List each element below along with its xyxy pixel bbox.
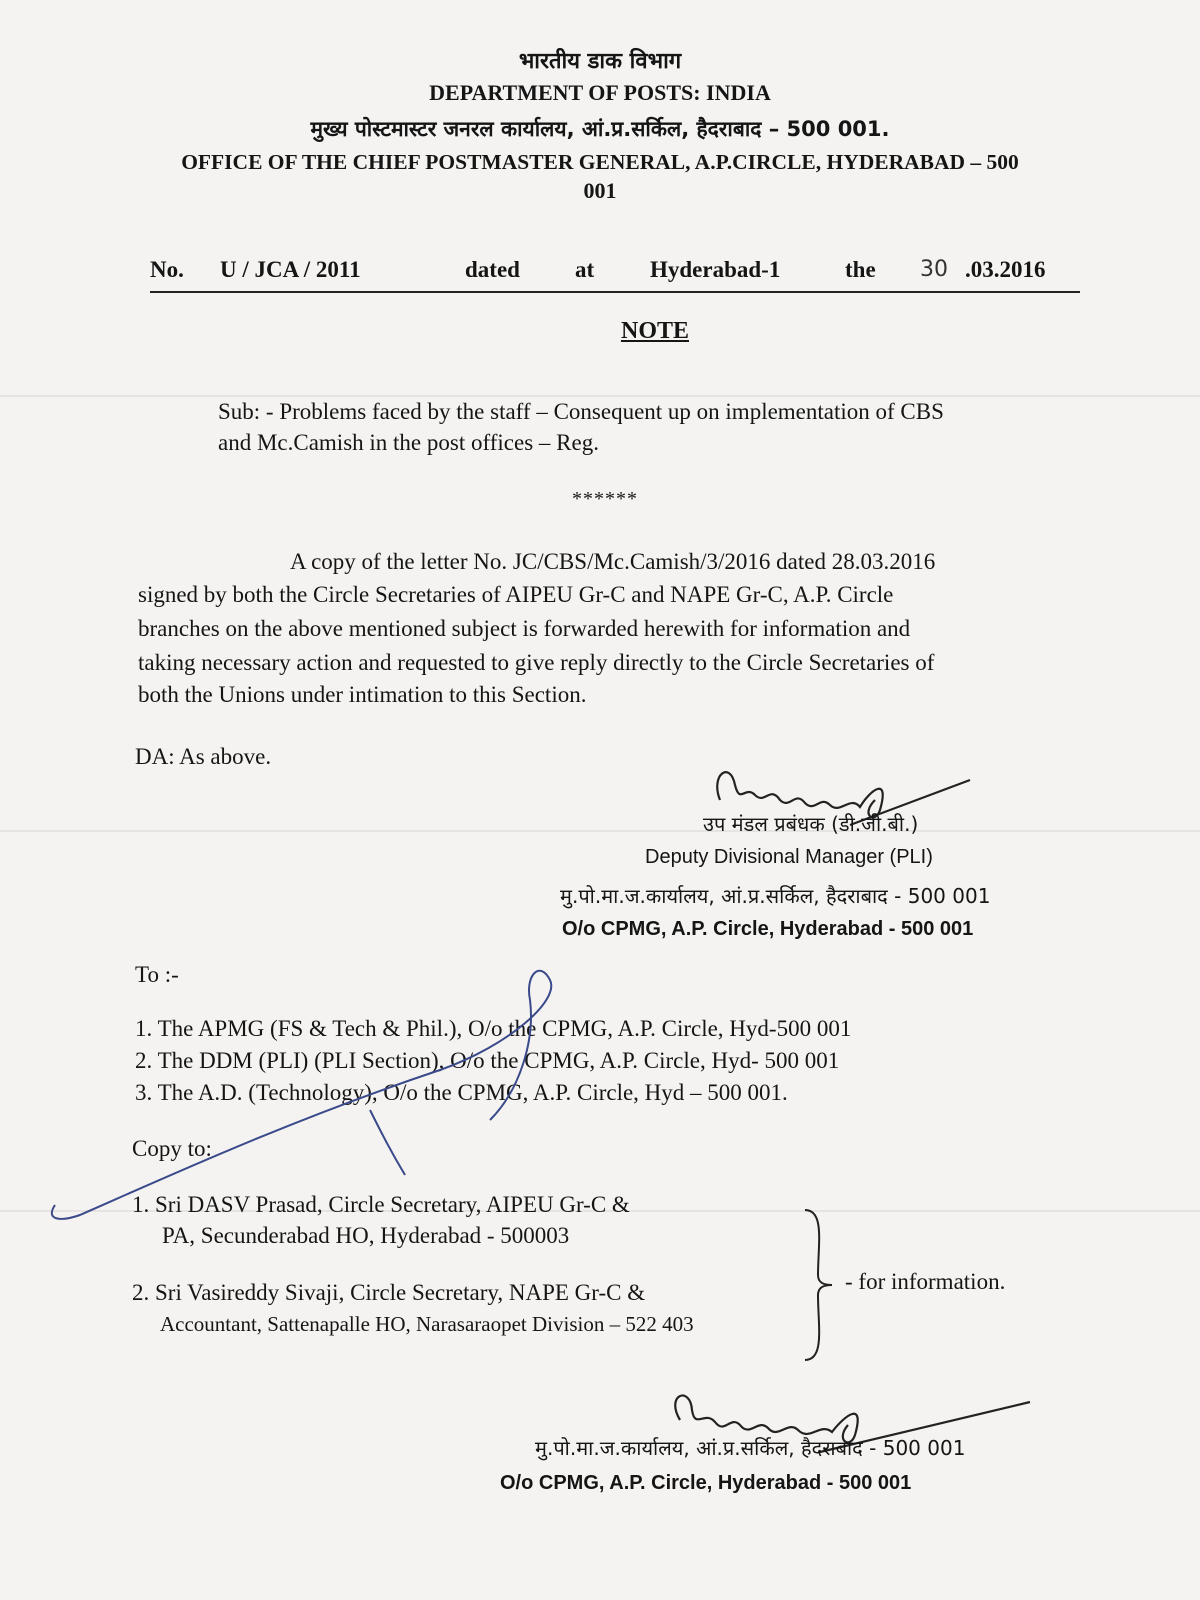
header-office-line1: OFFICE OF THE CHIEF POSTMASTER GENERAL, A.P.CIRCLE, HYDERABAD – 500	[181, 150, 1019, 174]
body-line5: both the Unions under intimation to this Section.	[138, 682, 587, 707]
header-office-line2: 001	[583, 178, 617, 203]
ref-the: the	[845, 257, 876, 282]
sig1-hindi-title: उप मंडल प्रबंधक (डी.जी.बी.)	[703, 812, 919, 836]
body-line2: signed by both the Circle Secretaries of AIPEU Gr-C and NAPE Gr-C, A.P. Circle	[138, 582, 894, 607]
paper-fold-line	[0, 830, 1200, 832]
brace-icon	[800, 1205, 840, 1365]
copy-item1-line2: PA, Secunderabad HO, Hyderabad - 500003	[162, 1223, 570, 1248]
body-line4: taking necessary action and requested to give reply directly to the Circle Secretaries of	[138, 650, 935, 675]
note-title: NOTE	[620, 318, 689, 344]
ref-date-rest: .03.2016	[965, 257, 1046, 282]
to-item: 1. The APMG (FS & Tech & Phil.), O/o the CPMG, A.P. Circle, Hyd-500 001	[135, 1016, 852, 1041]
for-information: - for information.	[845, 1269, 1006, 1294]
body-line3: branches on the above mentioned subject is forwarded herewith for information and	[138, 616, 911, 641]
header-dept: DEPARTMENT OF POSTS: INDIA	[429, 80, 771, 105]
header-hindi-dept: भारतीय डाक विभाग	[518, 49, 682, 74]
to-label: To :-	[135, 962, 179, 987]
sig2-office: O/o CPMG, A.P. Circle, Hyderabad - 500 001	[500, 1472, 912, 1494]
subject-line2: and Mc.Camish in the post offices – Reg.	[218, 430, 599, 455]
reference-line	[150, 255, 1080, 293]
sig2-hindi-office: मु.पो.मा.ज.कार्यालय, आं.प्र.सर्किल, हैदराबाद - 500 001	[535, 1436, 966, 1460]
copy-item1-line1: 1. Sri DASV Prasad, Circle Secretary, AIPEU Gr-C &	[132, 1192, 630, 1217]
copy-item2-line1: 2. Sri Vasireddy Sivaji, Circle Secretary, NAPE Gr-C &	[132, 1280, 646, 1305]
separator: ******	[572, 488, 638, 510]
ref-no-label: No.	[150, 257, 184, 282]
ref-place: Hyderabad-1	[650, 257, 781, 282]
header-hindi-office: मुख्य पोस्टमास्टर जनरल कार्यालय, आं.प्र.सर्किल, हैदराबाद – 500 001.	[310, 117, 890, 141]
copy-to-label: Copy to:	[132, 1136, 212, 1161]
body-line1: A copy of the letter No. JC/CBS/Mc.Camish/3/2016 dated 28.03.2016	[290, 549, 936, 574]
to-item: 3. The A.D. (Technology), O/o the CPMG, A.P. Circle, Hyd – 500 001.	[135, 1080, 788, 1105]
ref-number: U / JCA / 2011	[220, 257, 361, 282]
ref-dated: dated	[465, 257, 520, 282]
sig1-hindi-office: मु.पो.मा.ज.कार्यालय, आं.प्र.सर्किल, हैदराबाद - 500 001	[560, 884, 991, 908]
sig1-office: O/o CPMG, A.P. Circle, Hyderabad - 500 001	[562, 918, 974, 940]
subject-line1: Sub: - Problems faced by the staff – Consequent up on implementation of CBS	[218, 399, 944, 424]
sig1-title: Deputy Divisional Manager (PLI)	[645, 846, 933, 868]
da-line: DA: As above.	[135, 744, 272, 769]
to-item: 2. The DDM (PLI) (PLI Section), O/o the CPMG, A.P. Circle, Hyd- 500 001	[135, 1048, 840, 1073]
ref-at: at	[575, 257, 595, 282]
copy-item2-line2: Accountant, Sattenapalle HO, Narasaraopet Division – 522 403	[160, 1312, 694, 1336]
ref-date-day-handwritten: 30	[920, 257, 948, 282]
